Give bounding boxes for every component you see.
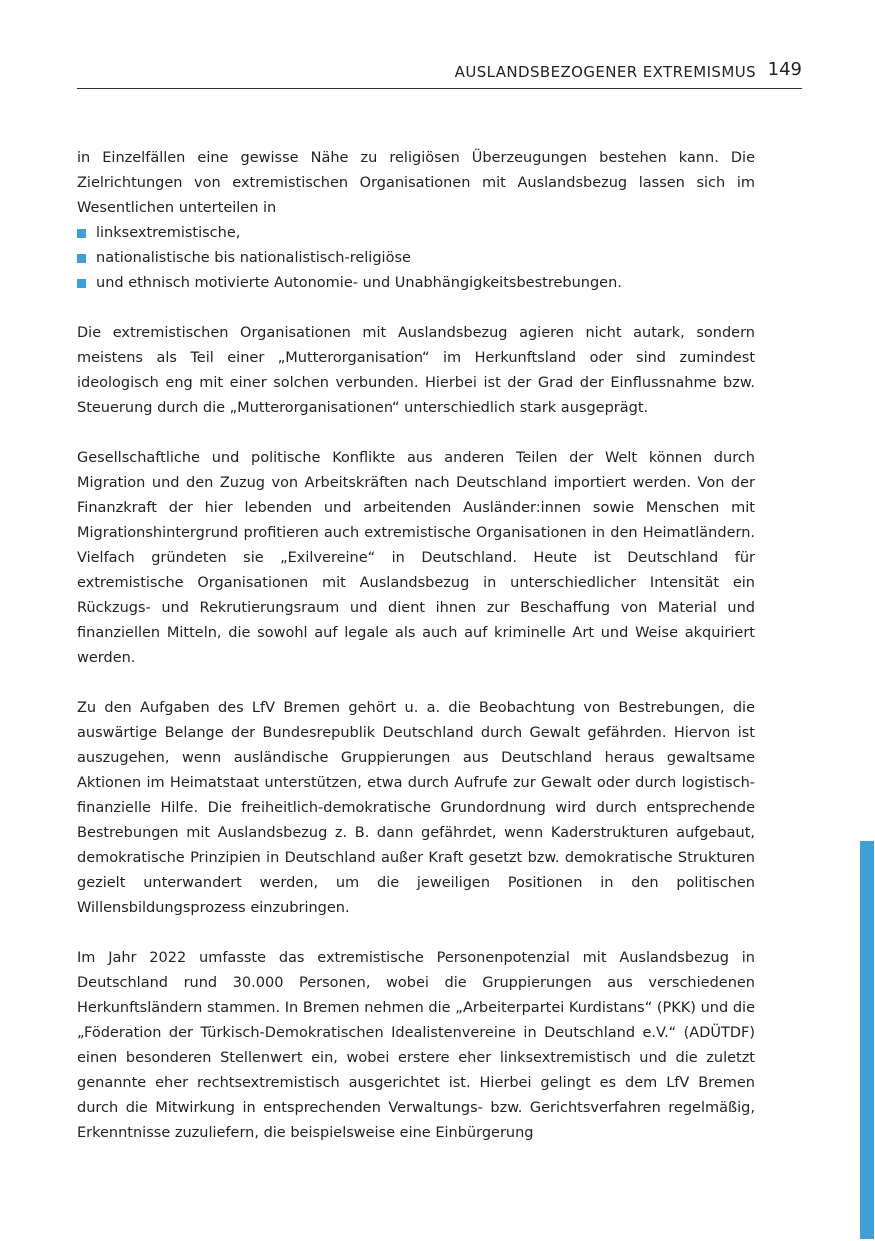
bullet-list <box>77 221 755 296</box>
intro-paragraph: in Einzelfällen eine gewisse Nähe zu religiösen Überzeugungen bestehen kann. Die Zielrichtungen von extremistischen Organisationen mit Auslandsbezug lassen sich im Wesentlichen unterteilen in <box>77 150 755 216</box>
list-item-text: nationalistische bis nationalistisch-religiöse <box>96 250 411 266</box>
square-bullet-icon <box>77 254 86 263</box>
square-bullet-icon <box>77 229 86 238</box>
list-item <box>77 271 755 296</box>
square-bullet-icon <box>77 279 86 288</box>
paragraph: Die extremistischen Organisationen mit Auslandsbezug agieren nicht autark, sondern meistens als Teil einer „Mutterorganisation“ im Herkunftsland oder sind zumindest ideologisch eng mit einer solchen verbunden. Hierbei ist der Grad der Einflussnahme bzw. Steuerung durch die „Mutterorganisationen“ unterschiedlich stark ausgeprägt. <box>77 325 755 416</box>
paragraph: Gesellschaftliche und politische Konflikte aus anderen Teilen der Welt können durch Migration und den Zuzug von Arbeitskräften nach Deutschland importiert werden. Von der Finanzkraft der hier lebenden und arbeitenden Ausländer:innen sowie Menschen mit Migrationshintergrund profitieren auch extremistische Organisationen in den Heimatländern. Vielfach gründeten sie „Exilvereine“ in Deutschland. Heute ist Deutschland für extremistische Organisationen mit Auslandsbezug in unterschiedlicher Intensität ein Rückzugs- und Rekrutierungsraum und dient ihnen zur Beschaffung von Material und finanziellen Mitteln, die sowohl auf legale als auch auf kriminelle Art und Weise akquiriert werden. <box>77 450 755 666</box>
list-item-text: linksextremistische, <box>96 225 241 241</box>
page-number: 149 <box>767 59 802 80</box>
page-header <box>77 58 802 89</box>
chapter-side-tab <box>860 841 874 1239</box>
list-item <box>77 221 755 246</box>
paragraph: Zu den Aufgaben des LfV Bremen gehört u. a. die Beobachtung von Bestrebungen, die auswärtige Belange der Bundesrepublik Deutschland durch Gewalt gefährden. Hiervon ist auszugehen, wenn ausländische Gruppierungen aus Deutschland heraus gewaltsame Aktionen im Heimatstaat unterstützen, etwa durch Aufrufe zur Gewalt oder durch logistisch-finanzielle Hilfe. Die freiheitlich-demokratische Grundordnung wird durch entsprechende Bestrebungen mit Auslandsbezug z. B. dann gefährdet, wenn Kaderstrukturen aufgebaut, demokratische Prinzipien in Deutschland außer Kraft gesetzt bzw. demokratische Strukturen gezielt unterwandert werden, um die jeweiligen Positionen in den politischen Willensbildungsprozess einzubringen. <box>77 700 755 916</box>
list-item-text: und ethnisch motivierte Autonomie- und Unabhängigkeitsbestrebungen. <box>96 275 622 291</box>
body-text <box>77 146 755 1171</box>
running-header-title: AUSLANDSBEZOGENER EXTREMISMUS <box>454 63 756 81</box>
paragraph: Im Jahr 2022 umfasste das extremistische Personenpotenzial mit Auslandsbezug in Deutschland rund 30.000 Personen, wobei die Gruppierungen aus verschiedenen Herkunftsländern stammen. In Bremen nehmen die „Arbeiterpartei Kurdistans“ (PKK) und die „Föderation der Türkisch-Demokratischen Idealistenvereine in Deutschland e.V.“ (ADÜTDF) einen besonderen Stellenwert ein, wobei erstere eher linksextremistisch und die zuletzt genannte eher rechtsextremistisch ausgerichtet ist. Hierbei gelingt es dem LfV Bremen durch die Mitwirkung in entsprechenden Verwaltungs- bzw. Gerichtsverfahren regelmäßig, Erkenntnisse zuzuliefern, die beispielsweise eine Einbürgerung <box>77 950 755 1141</box>
list-item <box>77 246 755 271</box>
